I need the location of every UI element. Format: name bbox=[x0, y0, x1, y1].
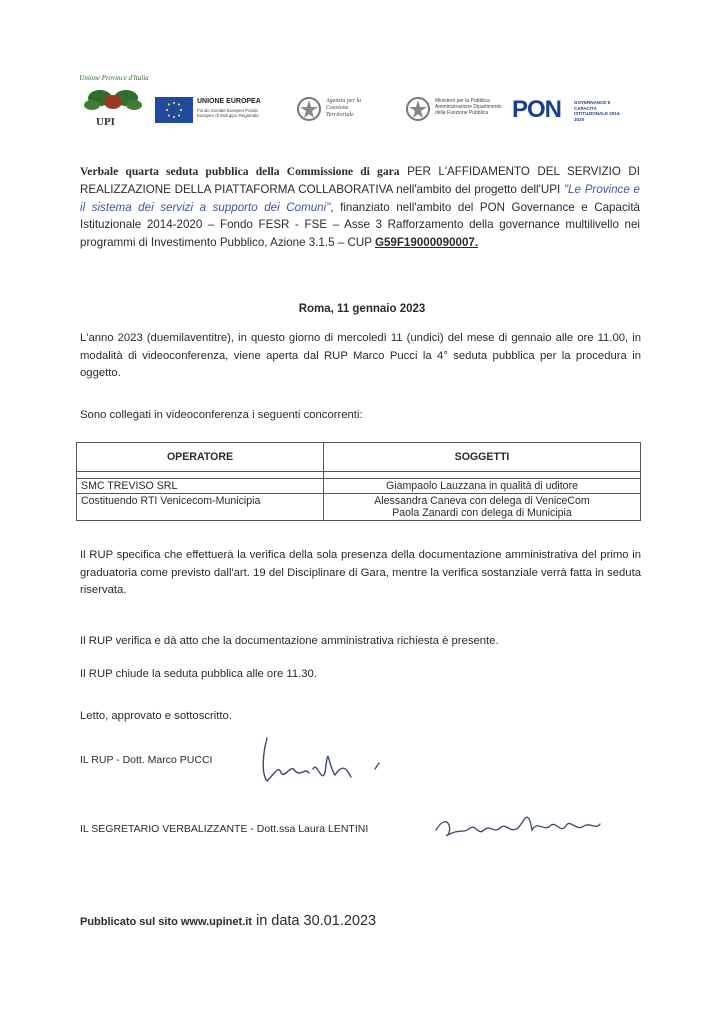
intro-paragraph: L'anno 2023 (duemilaventitre), in questo giorno di mercoledì 11 (undici) del mese di gennaio alle ore 11.00, in modalità di videoconferenza, viene aperta dal RUP Marco Pucci la 4° seduta pubblica per la procedura in oggetto. bbox=[80, 332, 641, 380]
chiude-paragraph: Il RUP chiude la seduta pubblica alle ore 11.30. bbox=[80, 668, 317, 680]
emblem-icon bbox=[296, 94, 322, 124]
upi-logo-caption: Unione Province d'Italia bbox=[79, 74, 149, 82]
table-row bbox=[77, 494, 641, 521]
eu-logo bbox=[155, 97, 265, 123]
segretario-signature-label: IL SEGRETARIO VERBALIZZANTE - Dott.ssa Laura LENTINI bbox=[80, 823, 369, 835]
title-body-1: PER L'AFFIDAMENTO DEL SERVIZIO DI REALIZZAZIONE DELLA PIATTAFORMA COLLABORATIVA nell'ambito del progetto dell'UPI bbox=[80, 165, 640, 196]
document-title bbox=[80, 163, 640, 252]
publication-site: Pubblicato sul sito www.upinet.it bbox=[80, 916, 252, 928]
date-line: Roma, 11 gennaio 2023 bbox=[298, 303, 426, 315]
table-spacer-row bbox=[77, 472, 641, 479]
pon-logo-subtitle: GOVERNANCE E CAPACITÀ ISTITUZIONALE 2014-2020 bbox=[574, 100, 621, 122]
publication-footer bbox=[80, 913, 376, 929]
agenzia-coesione-logo bbox=[296, 92, 376, 126]
segretario-signature-icon bbox=[428, 800, 613, 850]
table-row bbox=[77, 479, 641, 494]
pon-logo-word: PON bbox=[512, 96, 562, 123]
verifica-paragraph: Il RUP specifica che effettuerà la verifica della sola presenza della documentazione amministrativa del primo in graduatoria come previsto dall'art. 19 del Disciplinare di Gara, mentre la verifica sostanziale verrà fatta in seduta riservata. bbox=[80, 549, 641, 597]
competitors-table bbox=[76, 442, 641, 521]
table-header-row bbox=[77, 443, 641, 472]
eu-flag-icon bbox=[155, 97, 193, 123]
funzione-pubblica-logo bbox=[405, 92, 503, 126]
table-cell-soggetti bbox=[324, 494, 641, 521]
cup-code: G59F19000090007. bbox=[374, 236, 479, 250]
connected-paragraph: Sono collegati in videoconferenza i seguenti concorrenti: bbox=[80, 409, 363, 421]
table-cell-soggetti: Giampaolo Lauzzana in qualità di uditore bbox=[324, 479, 641, 494]
project-name: "Le Province e il sistema dei servizi a supporto dei Comuni" bbox=[80, 182, 640, 214]
table-cell-operatore: Costituendo RTI Venicecom-Municipia bbox=[77, 494, 324, 521]
table-header-operatore: OPERATORE bbox=[77, 443, 324, 472]
upi-logo-text: UPI bbox=[96, 116, 115, 128]
upi-logo bbox=[78, 72, 150, 130]
pon-logo bbox=[512, 96, 628, 126]
soggetto-line: Alessandra Caneva con delega di VeniceCom bbox=[374, 495, 590, 507]
rup-signature-label: IL RUP - Dott. Marco PUCCI bbox=[80, 754, 213, 766]
soggetto-line: Paola Zanardi con delega di Municipia bbox=[392, 507, 572, 519]
eu-logo-subtitle: Fondo Sociale Europeo Fondo Europeo di Sviluppo Regionale bbox=[197, 108, 259, 118]
table-cell-operatore: SMC TREVISO SRL bbox=[77, 479, 324, 494]
letto-paragraph: Letto, approvato e sottoscritto. bbox=[80, 710, 232, 722]
agenzia-logo-text: Agenzia per la Coesione Territoriale bbox=[326, 98, 361, 118]
title-body-2: , finanziato nell'ambito del PON Governance e Capacità Istituzionale 2014-2020 – Fondo FESR - FSE – Asse 3 Rafforzamento della governance multilivello nei programmi di Investimento Pubblico, Azione 3.1.5 – CUP bbox=[80, 200, 640, 250]
table-header-soggetti: SOGGETTI bbox=[324, 443, 641, 472]
eu-logo-title: UNIONE EUROPEA bbox=[197, 98, 261, 105]
emblem-icon bbox=[405, 94, 431, 124]
rup-signature-icon bbox=[255, 733, 405, 788]
title-lead: Verbale quarta seduta pubblica della Commissione di gara bbox=[80, 165, 400, 178]
funzione-pubblica-logo-text: Ministero per la Pubblica Amministrazione Dipartimento della Funzione Pubblica bbox=[435, 98, 502, 116]
publication-date: in data 30.01.2023 bbox=[251, 913, 377, 929]
atto-paragraph: Il RUP verifica e dà atto che la documentazione amministrativa richiesta è presente. bbox=[80, 635, 499, 647]
